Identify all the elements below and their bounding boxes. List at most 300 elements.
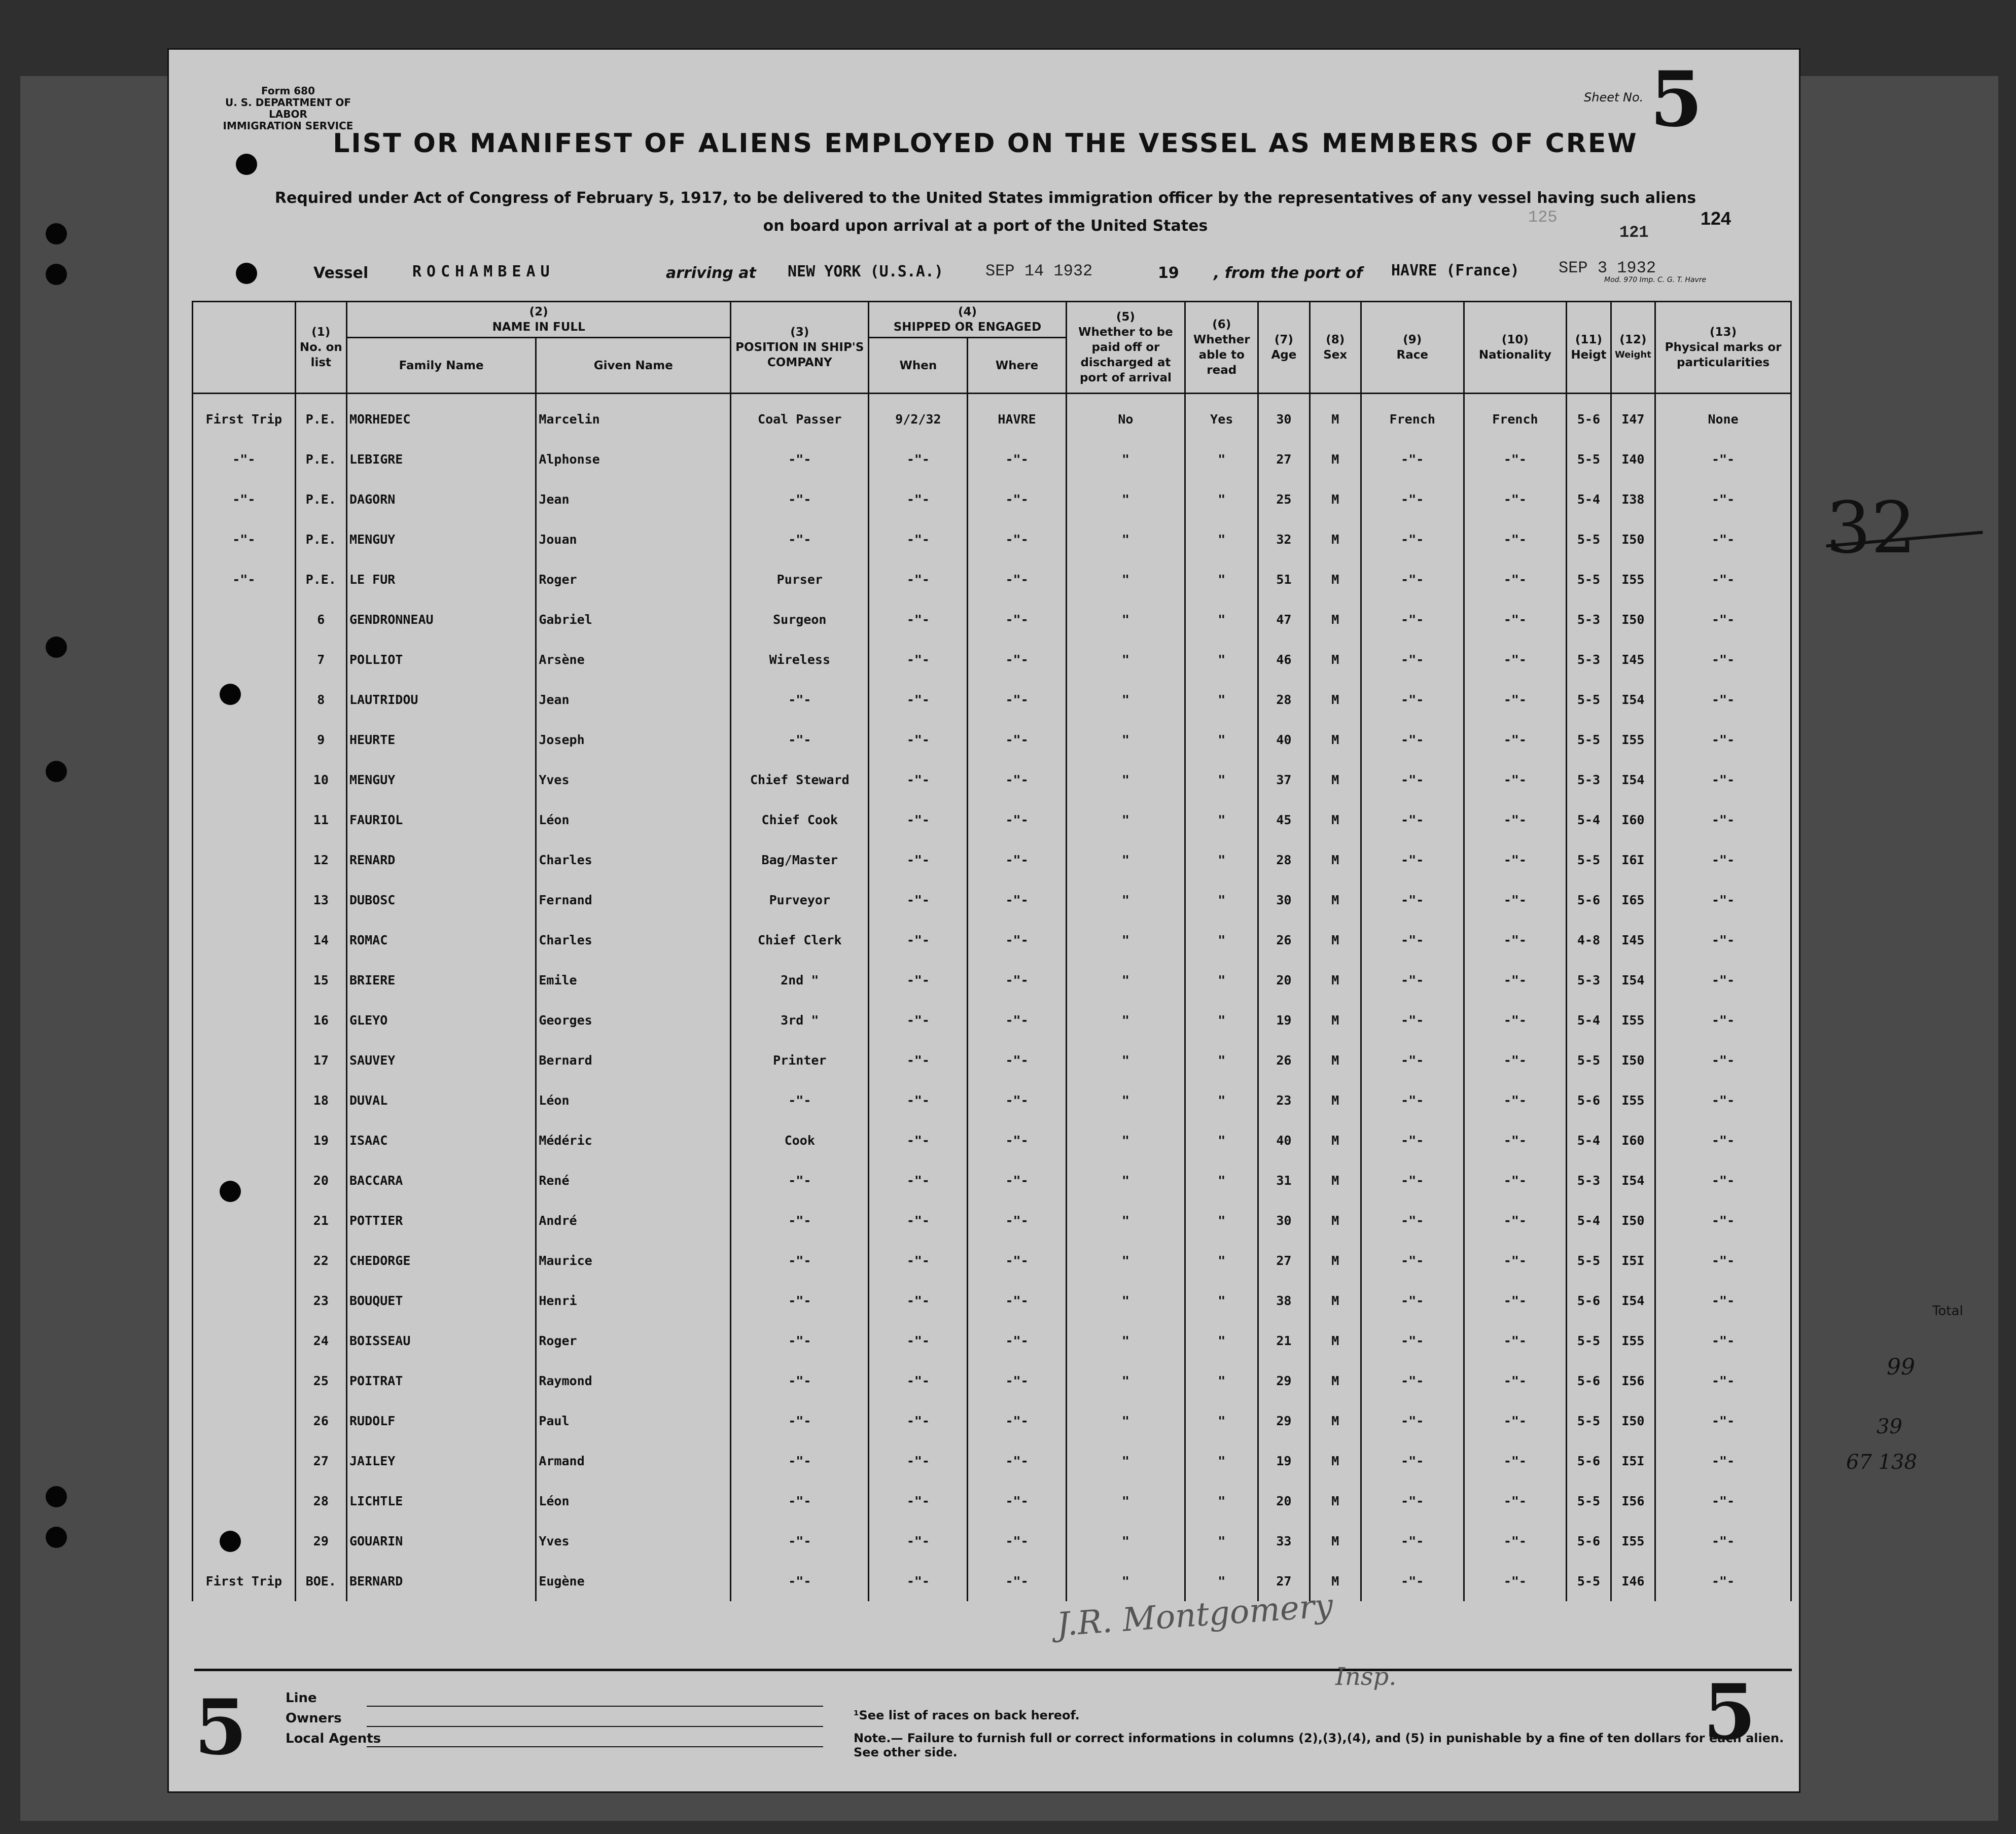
height: 5-4 xyxy=(1567,1000,1611,1040)
paid-off: " xyxy=(1066,720,1185,760)
col10-header xyxy=(1464,302,1567,394)
shipped-when: -"- xyxy=(869,519,968,559)
list-number: P.E. xyxy=(295,559,346,599)
table-row xyxy=(193,1281,1791,1321)
paid-off: " xyxy=(1066,920,1185,960)
age: 27 xyxy=(1258,439,1310,479)
col-number: (8) xyxy=(1326,333,1345,346)
position: Coal Passer xyxy=(731,394,869,440)
able-to-read: " xyxy=(1185,1040,1258,1080)
nationality: -"- xyxy=(1464,880,1567,920)
col12-header xyxy=(1611,302,1655,394)
list-number: P.E. xyxy=(295,394,346,440)
position: Wireless xyxy=(731,640,869,680)
col-label: POSITION IN SHIP'S COMPANY xyxy=(735,341,864,369)
physical-marks: -"- xyxy=(1655,1080,1791,1120)
able-to-read: " xyxy=(1185,1000,1258,1040)
table-row xyxy=(193,1120,1791,1160)
table-row xyxy=(193,1241,1791,1281)
paid-off: " xyxy=(1066,1000,1185,1040)
table-row xyxy=(193,439,1791,479)
table-row xyxy=(193,1561,1791,1601)
weight: I55 xyxy=(1611,1521,1655,1561)
height: 5-5 xyxy=(1567,1481,1611,1521)
list-number: 17 xyxy=(295,1040,346,1080)
position: -"- xyxy=(731,1481,869,1521)
weight: I54 xyxy=(1611,760,1655,800)
trip-note xyxy=(193,1241,296,1281)
position: -"- xyxy=(731,680,869,720)
position: -"- xyxy=(731,439,869,479)
position: -"- xyxy=(731,1160,869,1201)
table-row xyxy=(193,760,1791,800)
race: -"- xyxy=(1361,1321,1464,1361)
position: Printer xyxy=(731,1040,869,1080)
able-to-read: " xyxy=(1185,1160,1258,1201)
binder-hole xyxy=(46,1527,67,1548)
paid-off: " xyxy=(1066,439,1185,479)
list-number: 29 xyxy=(295,1521,346,1561)
position: -"- xyxy=(731,1201,869,1241)
arriving-port: NEW YORK (U.S.A.) xyxy=(788,263,944,280)
trip-note xyxy=(193,920,296,960)
height: 5-5 xyxy=(1567,720,1611,760)
family-name: RENARD xyxy=(346,840,536,880)
list-number: 8 xyxy=(295,680,346,720)
col-number: (10) xyxy=(1501,333,1529,346)
table-row xyxy=(193,1000,1791,1040)
shipped-where: -"- xyxy=(968,479,1066,519)
col1-header xyxy=(295,302,346,394)
table-row xyxy=(193,960,1791,1000)
physical-marks: -"- xyxy=(1655,720,1791,760)
position: -"- xyxy=(731,1281,869,1321)
trip-note: First Trip xyxy=(193,1561,296,1601)
sex: M xyxy=(1310,960,1361,1000)
physical-marks: -"- xyxy=(1655,599,1791,640)
sex: M xyxy=(1310,1281,1361,1321)
sex: M xyxy=(1310,1080,1361,1120)
shipped-where: -"- xyxy=(968,1361,1066,1401)
family-name: POTTIER xyxy=(346,1201,536,1241)
departure-date-stamp: SEP 3 1932 xyxy=(1559,259,1656,277)
age: 30 xyxy=(1258,394,1310,440)
trip-note xyxy=(193,1441,296,1481)
shipped-when: -"- xyxy=(869,720,968,760)
trip-note: -"- xyxy=(193,519,296,559)
family-name: DAGORN xyxy=(346,479,536,519)
position: -"- xyxy=(731,1241,869,1281)
weight: I5I xyxy=(1611,1441,1655,1481)
paid-off: " xyxy=(1066,559,1185,599)
trip-note xyxy=(193,800,296,840)
race: -"- xyxy=(1361,1120,1464,1160)
margin-total-label: Total xyxy=(1932,1303,1963,1319)
sex: M xyxy=(1310,599,1361,640)
height: 5-6 xyxy=(1567,1361,1611,1401)
paid-off: " xyxy=(1066,1441,1185,1481)
given-name: René xyxy=(536,1160,731,1201)
position: Bag/Master xyxy=(731,840,869,880)
paid-off: " xyxy=(1066,1080,1185,1120)
list-number: 27 xyxy=(295,1441,346,1481)
physical-marks: -"- xyxy=(1655,559,1791,599)
col-label: Whether able to read xyxy=(1193,333,1250,377)
col3-header xyxy=(731,302,869,394)
nationality: -"- xyxy=(1464,920,1567,960)
shipped-where: -"- xyxy=(968,680,1066,720)
sex: M xyxy=(1310,1201,1361,1241)
page-title: LIST OR MANIFEST OF ALIENS EMPLOYED ON THE VESSEL AS MEMBERS OF CREW xyxy=(333,128,1638,159)
table-row xyxy=(193,1040,1791,1080)
shipped-where: -"- xyxy=(968,1281,1066,1321)
given-name: Gabriel xyxy=(536,599,731,640)
nationality: -"- xyxy=(1464,1401,1567,1441)
trip-note: -"- xyxy=(193,439,296,479)
trip-note xyxy=(193,1321,296,1361)
nationality: -"- xyxy=(1464,1441,1567,1481)
position: -"- xyxy=(731,479,869,519)
table-row xyxy=(193,1441,1791,1481)
shipped-where: HAVRE xyxy=(968,394,1066,440)
shipped-when: -"- xyxy=(869,599,968,640)
height: 5-3 xyxy=(1567,1160,1611,1201)
binder-hole xyxy=(236,263,257,284)
height: 5-6 xyxy=(1567,880,1611,920)
subtitle-line1: Required under Act of Congress of February 5, 1917, to be delivered to the United States immigration officer by the representatives of any vessel having such aliens xyxy=(274,189,1696,207)
physical-marks: -"- xyxy=(1655,1241,1791,1281)
sheet-label: Sheet No. xyxy=(1584,90,1644,104)
able-to-read: " xyxy=(1185,1120,1258,1160)
family-name: FAURIOL xyxy=(346,800,536,840)
list-number: 18 xyxy=(295,1080,346,1120)
given-name: Jean xyxy=(536,479,731,519)
trip-note xyxy=(193,840,296,880)
shipped-when: -"- xyxy=(869,1321,968,1361)
from-port: HAVRE (France) xyxy=(1391,262,1519,279)
table-row xyxy=(193,1160,1791,1201)
col-number: (3) xyxy=(790,326,809,339)
shipped-where: -"- xyxy=(968,1201,1066,1241)
physical-marks: -"- xyxy=(1655,1201,1791,1241)
age: 25 xyxy=(1258,479,1310,519)
position: -"- xyxy=(731,1321,869,1361)
physical-marks: -"- xyxy=(1655,1321,1791,1361)
table-row xyxy=(193,519,1791,559)
shipped-when: -"- xyxy=(869,1201,968,1241)
height: 5-6 xyxy=(1567,1281,1611,1321)
physical-marks: -"- xyxy=(1655,680,1791,720)
able-to-read: " xyxy=(1185,720,1258,760)
family-name: ISAAC xyxy=(346,1120,536,1160)
sex: M xyxy=(1310,720,1361,760)
shipped-when: -"- xyxy=(869,1521,968,1561)
shipped-where: -"- xyxy=(968,800,1066,840)
able-to-read: " xyxy=(1185,1561,1258,1601)
weight: I46 xyxy=(1611,1561,1655,1601)
weight: I54 xyxy=(1611,960,1655,1000)
height: 5-6 xyxy=(1567,1441,1611,1481)
physical-marks: -"- xyxy=(1655,479,1791,519)
sheet-number-footer-right: 5 xyxy=(1703,1668,1756,1757)
physical-marks: -"- xyxy=(1655,1160,1791,1201)
shipped-where: -"- xyxy=(968,760,1066,800)
given-name: Emile xyxy=(536,960,731,1000)
shipped-when: -"- xyxy=(869,1160,968,1201)
family-name: MORHEDEC xyxy=(346,394,536,440)
weight: I54 xyxy=(1611,1281,1655,1321)
shipped-where: -"- xyxy=(968,1160,1066,1201)
col-number: (4) xyxy=(958,305,977,319)
weight: I6I xyxy=(1611,840,1655,880)
age: 26 xyxy=(1258,920,1310,960)
shipped-when: -"- xyxy=(869,760,968,800)
weight: I55 xyxy=(1611,1321,1655,1361)
age: 23 xyxy=(1258,1080,1310,1120)
list-number: 26 xyxy=(295,1401,346,1441)
height: 4-8 xyxy=(1567,920,1611,960)
able-to-read: " xyxy=(1185,479,1258,519)
shipped-where: -"- xyxy=(968,960,1066,1000)
weight: I54 xyxy=(1611,680,1655,720)
sheet-number-footer: 5 xyxy=(194,1683,247,1772)
able-to-read: " xyxy=(1185,1521,1258,1561)
printer-note: Mod. 970 Imp. C. G. T. Havre xyxy=(1604,276,1707,284)
height: 5-3 xyxy=(1567,640,1611,680)
paid-off: " xyxy=(1066,960,1185,1000)
height: 5-4 xyxy=(1567,1120,1611,1160)
sex: M xyxy=(1310,1401,1361,1441)
physical-marks: -"- xyxy=(1655,1120,1791,1160)
col-label: Heigt xyxy=(1571,348,1607,362)
shipped-when: -"- xyxy=(869,1481,968,1521)
page-number-b: 125 xyxy=(1528,208,1558,227)
family-name: JAILEY xyxy=(346,1441,536,1481)
race: -"- xyxy=(1361,439,1464,479)
family-name: RUDOLF xyxy=(346,1401,536,1441)
race: -"- xyxy=(1361,1201,1464,1241)
family-name: HEURTE xyxy=(346,720,536,760)
age: 20 xyxy=(1258,1481,1310,1521)
shipped-where: -"- xyxy=(968,1241,1066,1281)
height: 5-5 xyxy=(1567,1561,1611,1601)
able-to-read: " xyxy=(1185,1241,1258,1281)
col-number: (6) xyxy=(1212,318,1231,331)
height: 5-6 xyxy=(1567,1521,1611,1561)
family-name: BOISSEAU xyxy=(346,1321,536,1361)
able-to-read: " xyxy=(1185,760,1258,800)
table-row xyxy=(193,1401,1791,1441)
nationality: -"- xyxy=(1464,559,1567,599)
trip-note xyxy=(193,760,296,800)
sex: M xyxy=(1310,1321,1361,1361)
shipped-where: -"- xyxy=(968,640,1066,680)
trip-note xyxy=(193,1521,296,1561)
weight: I45 xyxy=(1611,640,1655,680)
given-name: Roger xyxy=(536,559,731,599)
family-name: BACCARA xyxy=(346,1160,536,1201)
trip-note xyxy=(193,1361,296,1401)
weight: I56 xyxy=(1611,1361,1655,1401)
trip-note xyxy=(193,599,296,640)
able-to-read: " xyxy=(1185,800,1258,840)
shipped-where: -"- xyxy=(968,1441,1066,1481)
race: -"- xyxy=(1361,1281,1464,1321)
race: -"- xyxy=(1361,1361,1464,1401)
race: -"- xyxy=(1361,960,1464,1000)
table-row xyxy=(193,559,1791,599)
weight: I50 xyxy=(1611,519,1655,559)
given-name: Jean xyxy=(536,680,731,720)
family-name: MENGUY xyxy=(346,760,536,800)
given-name: Arsène xyxy=(536,640,731,680)
paid-off: " xyxy=(1066,599,1185,640)
table-row xyxy=(193,599,1791,640)
local-agents-label: Local Agents xyxy=(286,1731,381,1746)
sex: M xyxy=(1310,1160,1361,1201)
trip-note xyxy=(193,1120,296,1160)
position: Chief Cook xyxy=(731,800,869,840)
weight: I50 xyxy=(1611,1201,1655,1241)
able-to-read: " xyxy=(1185,1401,1258,1441)
col-number: (13) xyxy=(1710,326,1737,339)
col13-header xyxy=(1655,302,1791,394)
list-number: 28 xyxy=(295,1481,346,1521)
col4-header xyxy=(869,302,1066,338)
form-header xyxy=(215,85,362,132)
family-name: LEBIGRE xyxy=(346,439,536,479)
list-number: 20 xyxy=(295,1160,346,1201)
age: 45 xyxy=(1258,800,1310,840)
race: French xyxy=(1361,394,1464,440)
position: Purveyor xyxy=(731,880,869,920)
race: -"- xyxy=(1361,920,1464,960)
margin-tally: 99 xyxy=(1887,1354,1915,1380)
height: 5-5 xyxy=(1567,1401,1611,1441)
age: 37 xyxy=(1258,760,1310,800)
trip-note xyxy=(193,960,296,1000)
trip-note xyxy=(193,880,296,920)
family-name: DUBOSC xyxy=(346,880,536,920)
height: 5-3 xyxy=(1567,599,1611,640)
trip-note xyxy=(193,1281,296,1321)
physical-marks: -"- xyxy=(1655,920,1791,960)
height: 5-5 xyxy=(1567,1241,1611,1281)
physical-marks: None xyxy=(1655,394,1791,440)
list-number: 7 xyxy=(295,640,346,680)
table-row xyxy=(193,880,1791,920)
col-number: (12) xyxy=(1619,333,1647,346)
trip-note xyxy=(193,1080,296,1120)
height: 5-5 xyxy=(1567,559,1611,599)
from-port-label: , from the port of xyxy=(1214,264,1363,282)
shipped-when: -"- xyxy=(869,1040,968,1080)
paid-off: " xyxy=(1066,680,1185,720)
paid-off: " xyxy=(1066,1481,1185,1521)
crew-manifest-table xyxy=(192,301,1792,1601)
list-number: 13 xyxy=(295,880,346,920)
table-row xyxy=(193,800,1791,840)
list-number: 9 xyxy=(295,720,346,760)
position: Purser xyxy=(731,559,869,599)
race: -"- xyxy=(1361,800,1464,840)
shipped-where: -"- xyxy=(968,840,1066,880)
nationality: -"- xyxy=(1464,519,1567,559)
position: 3rd " xyxy=(731,1000,869,1040)
shipped-when: -"- xyxy=(869,1401,968,1441)
shipped-where: -"- xyxy=(968,1321,1066,1361)
sex: M xyxy=(1310,1000,1361,1040)
family-name: LE FUR xyxy=(346,559,536,599)
nationality: -"- xyxy=(1464,1481,1567,1521)
sex: M xyxy=(1310,1120,1361,1160)
paid-off: No xyxy=(1066,394,1185,440)
age: 29 xyxy=(1258,1401,1310,1441)
weight: I56 xyxy=(1611,1481,1655,1521)
position: -"- xyxy=(731,519,869,559)
able-to-read: " xyxy=(1185,840,1258,880)
family-name: BRIERE xyxy=(346,960,536,1000)
shipped-when: -"- xyxy=(869,559,968,599)
height: 5-4 xyxy=(1567,1201,1611,1241)
margin-annotation: 32 xyxy=(1826,487,1917,570)
height: 5-5 xyxy=(1567,680,1611,720)
nationality: French xyxy=(1464,394,1567,440)
sex: M xyxy=(1310,1561,1361,1601)
sex: M xyxy=(1310,439,1361,479)
paid-off: " xyxy=(1066,519,1185,559)
nationality: -"- xyxy=(1464,1120,1567,1160)
shipped-where: -"- xyxy=(968,599,1066,640)
physical-marks: -"- xyxy=(1655,840,1791,880)
given-name: Jouan xyxy=(536,519,731,559)
vessel-label: Vessel xyxy=(313,264,369,282)
list-number: BOE. xyxy=(295,1561,346,1601)
physical-marks: -"- xyxy=(1655,1441,1791,1481)
races-note: ¹See list of races on back hereof. xyxy=(854,1708,1080,1722)
shipped-when: -"- xyxy=(869,1441,968,1481)
paid-off: " xyxy=(1066,479,1185,519)
list-number: 21 xyxy=(295,1201,346,1241)
shipped-where: -"- xyxy=(968,1401,1066,1441)
family-name: CHEDORGE xyxy=(346,1241,536,1281)
nationality: -"- xyxy=(1464,1160,1567,1201)
list-number: P.E. xyxy=(295,519,346,559)
trip-note: First Trip xyxy=(193,394,296,440)
penalty-note: Note.— Failure to furnish full or correct informations in columns (2),(3),(4), and (5) in punishable by a fine of ten dollars for each alien. See other side. xyxy=(854,1731,1784,1759)
paid-off: " xyxy=(1066,1281,1185,1321)
col5-header xyxy=(1066,302,1185,394)
nationality: -"- xyxy=(1464,1281,1567,1321)
nationality: -"- xyxy=(1464,720,1567,760)
nationality: -"- xyxy=(1464,1561,1567,1601)
trip-note xyxy=(193,1040,296,1080)
list-number: 12 xyxy=(295,840,346,880)
given-name: Raymond xyxy=(536,1361,731,1401)
paid-off: " xyxy=(1066,1160,1185,1201)
nationality: -"- xyxy=(1464,1080,1567,1120)
binder-hole xyxy=(46,761,67,782)
col-label: Race xyxy=(1396,348,1428,362)
col7-header xyxy=(1258,302,1310,394)
position: Chief Clerk xyxy=(731,920,869,960)
sex: M xyxy=(1310,920,1361,960)
physical-marks: -"- xyxy=(1655,1281,1791,1321)
paid-off: " xyxy=(1066,1361,1185,1401)
weight: I45 xyxy=(1611,920,1655,960)
margin-tally-2: 39 xyxy=(1877,1415,1902,1438)
trip-note xyxy=(193,680,296,720)
